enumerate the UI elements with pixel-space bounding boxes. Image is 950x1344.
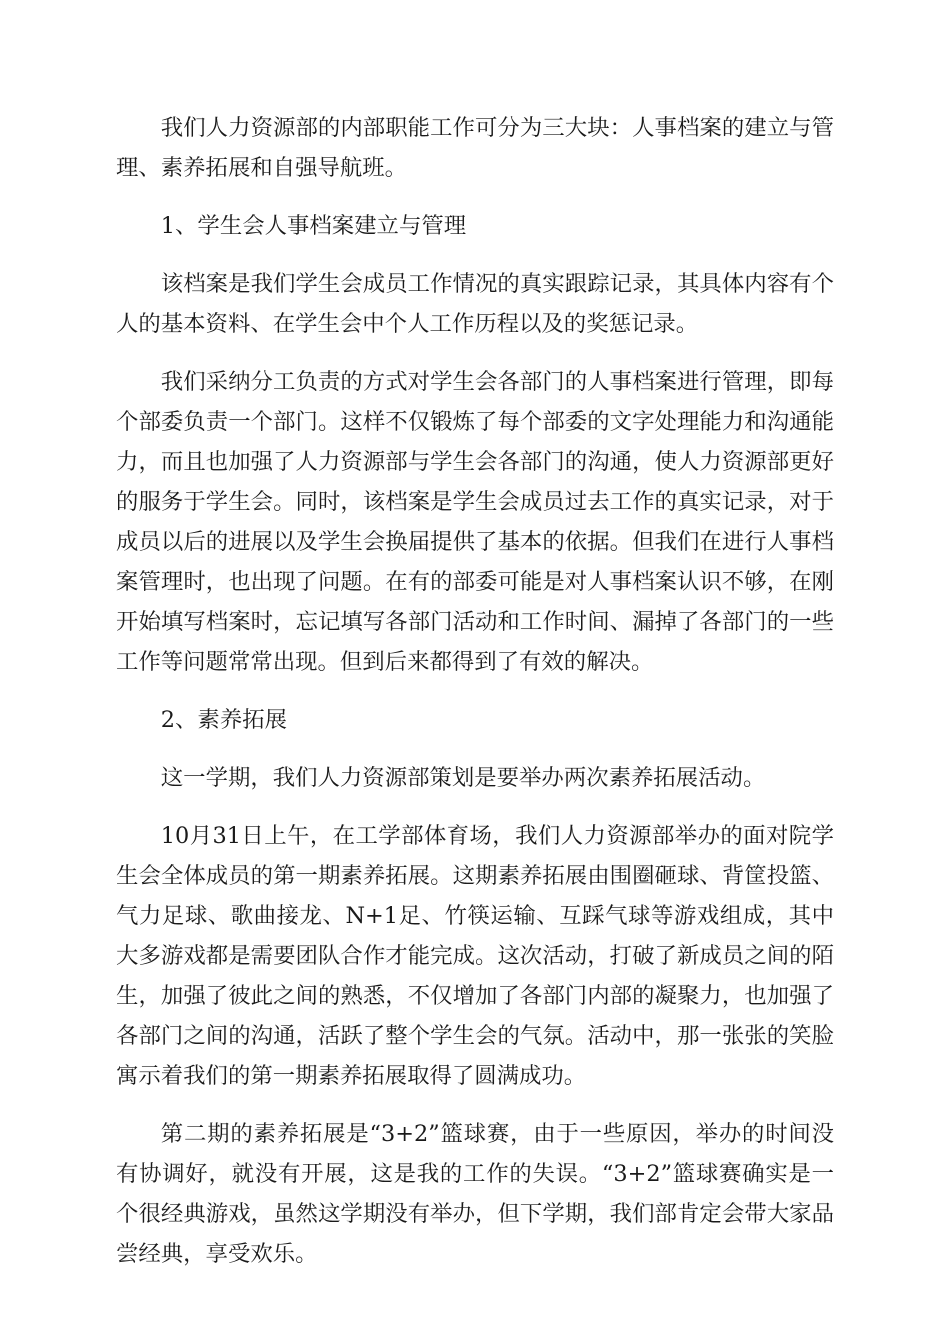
paragraph-intro: 我们人力资源部的内部职能工作可分为三大块：人事档案的建立与管理、素养拓展和自强导航班。 (116, 115, 834, 181)
paragraph-file-management: 我们采纳分工负责的方式对学生会各部门的人事档案进行管理，即每个部委负责一个部门。这样不仅锻炼了每个部委的文字处理能力和沟通能力，而且也加强了人力资源部与学生会各部门的沟通，使人力资源部更好的服务于学生会。同时，该档案是学生会成员过去工作的真实记录，对于成员以后的进展以及学生会换届提供了基本的依据。但我们在进行人事档案管理时，也出现了问题。在有的部委可能是对人事档案认识不够，在刚开始填写档案时，忘记填写各部门活动和工作时间、漏掉了各部门的一些工作等问题常常出现。但到后来都得到了有效的解决。 (116, 369, 834, 675)
section-heading-quality-expansion: 2、素养拓展 (160, 707, 287, 733)
paragraph-file-content: 该档案是我们学生会成员工作情况的真实跟踪记录，其具体内容有个人的基本资料、在学生会中个人工作历程以及的奖惩记录。 (116, 271, 834, 337)
section-heading-personnel-files: 1、学生会人事档案建立与管理 (160, 213, 467, 239)
paragraph-second-event: 第二期的素养拓展是“3+2”篮球赛，由于一些原因，举办的时间没有协调好，就没有开展，这是我的工作的失误。“3+2”篮球赛确实是一个很经典游戏，虽然这学期没有举办，但下学期，我们部肯定会带大家品尝经典，享受欢乐。 (116, 1121, 834, 1267)
paragraph-first-event: 10月31日上午，在工学部体育场，我们人力资源部举办的面对院学生会全体成员的第一期素养拓展。这期素养拓展由围圈砸球、背筐投篮、气力足球、歌曲接龙、N+1足、竹筷运输、互踩气球等游戏组成，其中大多游戏都是需要团队合作才能完成。这次活动，打破了新成员之间的陌生，加强了彼此之间的熟悉，不仅增加了各部门内部的凝聚力，也加强了各部门之间的沟通，活跃了整个学生会的气氛。活动中，那一张张的笑脸寓示着我们的第一期素养拓展取得了圆满成功。 (116, 823, 834, 1089)
document-body (116, 108, 834, 1292)
paragraph-semester-plan: 这一学期，我们人力资源部策划是要举办两次素养拓展活动。 (160, 765, 766, 791)
